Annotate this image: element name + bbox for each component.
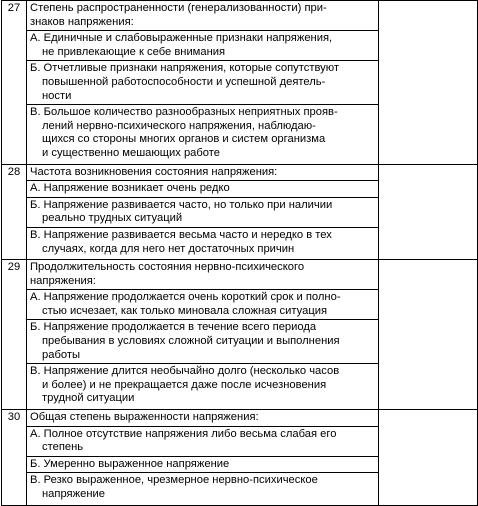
question-number: 29: [2, 260, 27, 410]
option-divider: [27, 472, 378, 473]
option-divider: [27, 363, 378, 364]
answer-option: В. Резко выраженное, чрезмерное нервно-психическое напряжение: [30, 474, 318, 500]
option-divider: [27, 319, 378, 320]
question-title: Степень распространенности (генерализованности) при- знаков напряжения:: [30, 2, 327, 28]
question-title: Частота возникновения состояния напряжения:: [30, 165, 278, 178]
question-cell: [27, 164, 379, 260]
option-divider: [27, 197, 378, 198]
question-number: 28: [2, 164, 27, 260]
questionnaire-table: [1, 0, 478, 506]
question-title: Общая степень выраженности напряжения:: [30, 411, 259, 424]
question-cell: [27, 410, 379, 506]
question-cell: [27, 1, 379, 165]
answer-option: В. Напряжение развивается весьма часто и нередко в тех случаях, когда для него нет достаточных причин: [30, 228, 332, 255]
option-divider: [27, 456, 378, 457]
answer-option: Б. Отчетливые признаки напряжения, которые сопутствуют повышенной работоспособности и успешной деятель- ности: [30, 62, 340, 102]
question-row: [2, 1, 478, 165]
question-row: [2, 260, 478, 410]
option-divider: [27, 180, 378, 181]
questionnaire-body: [2, 1, 478, 506]
answer-entry-cell[interactable]: [379, 410, 478, 506]
answer-option: А. Полное отсутствие напряжения либо весьма слабая его степень: [30, 427, 337, 454]
option-divider: [27, 104, 378, 105]
option-divider: [27, 30, 378, 31]
answer-entry-cell[interactable]: [379, 164, 478, 260]
answer-entry-cell[interactable]: [379, 1, 478, 165]
answer-option: Б. Умеренно выраженное напряжение: [30, 457, 230, 470]
answer-option: Б. Напряжение продолжается в течение всего периода пребывания в условиях сложной ситуации и выполнения работы: [30, 321, 340, 361]
option-divider: [27, 426, 378, 427]
question-number: 30: [2, 410, 27, 506]
answer-option: А. Напряжение продолжается очень короткий срок и полно- стью исчезает, как только миновала сложная ситуация: [30, 291, 341, 317]
question-number: 27: [2, 1, 27, 165]
answer-option: А. Напряжение возникает очень редко: [30, 182, 230, 195]
option-divider: [27, 289, 378, 290]
answer-option: В. Большое количество разнообразных неприятных прояв- лений нервно-психического напряжения, наблюдаю- щихся со стороны многих органов и систем организма и существенно мешающих работе: [30, 106, 338, 159]
question-row: [2, 164, 478, 260]
answer-option: В. Напряжение длится необычайно долго (несколько часов и более) и не прекращается даже после исчезновения трудной ситуации: [30, 365, 340, 405]
question-title: Продолжительность состояния нервно-психического напряжения:: [30, 261, 305, 287]
option-divider: [27, 227, 378, 228]
answer-option: Б. Напряжение развивается часто, но только при наличии реально трудных ситуаций: [30, 198, 333, 225]
answer-option: А. Единичные и слабовыраженные признаки напряжения, не привлекающие к себе внимания: [30, 32, 333, 58]
question-row: [2, 410, 478, 506]
option-divider: [27, 60, 378, 61]
answer-entry-cell[interactable]: [379, 260, 478, 410]
question-cell: [27, 260, 379, 410]
